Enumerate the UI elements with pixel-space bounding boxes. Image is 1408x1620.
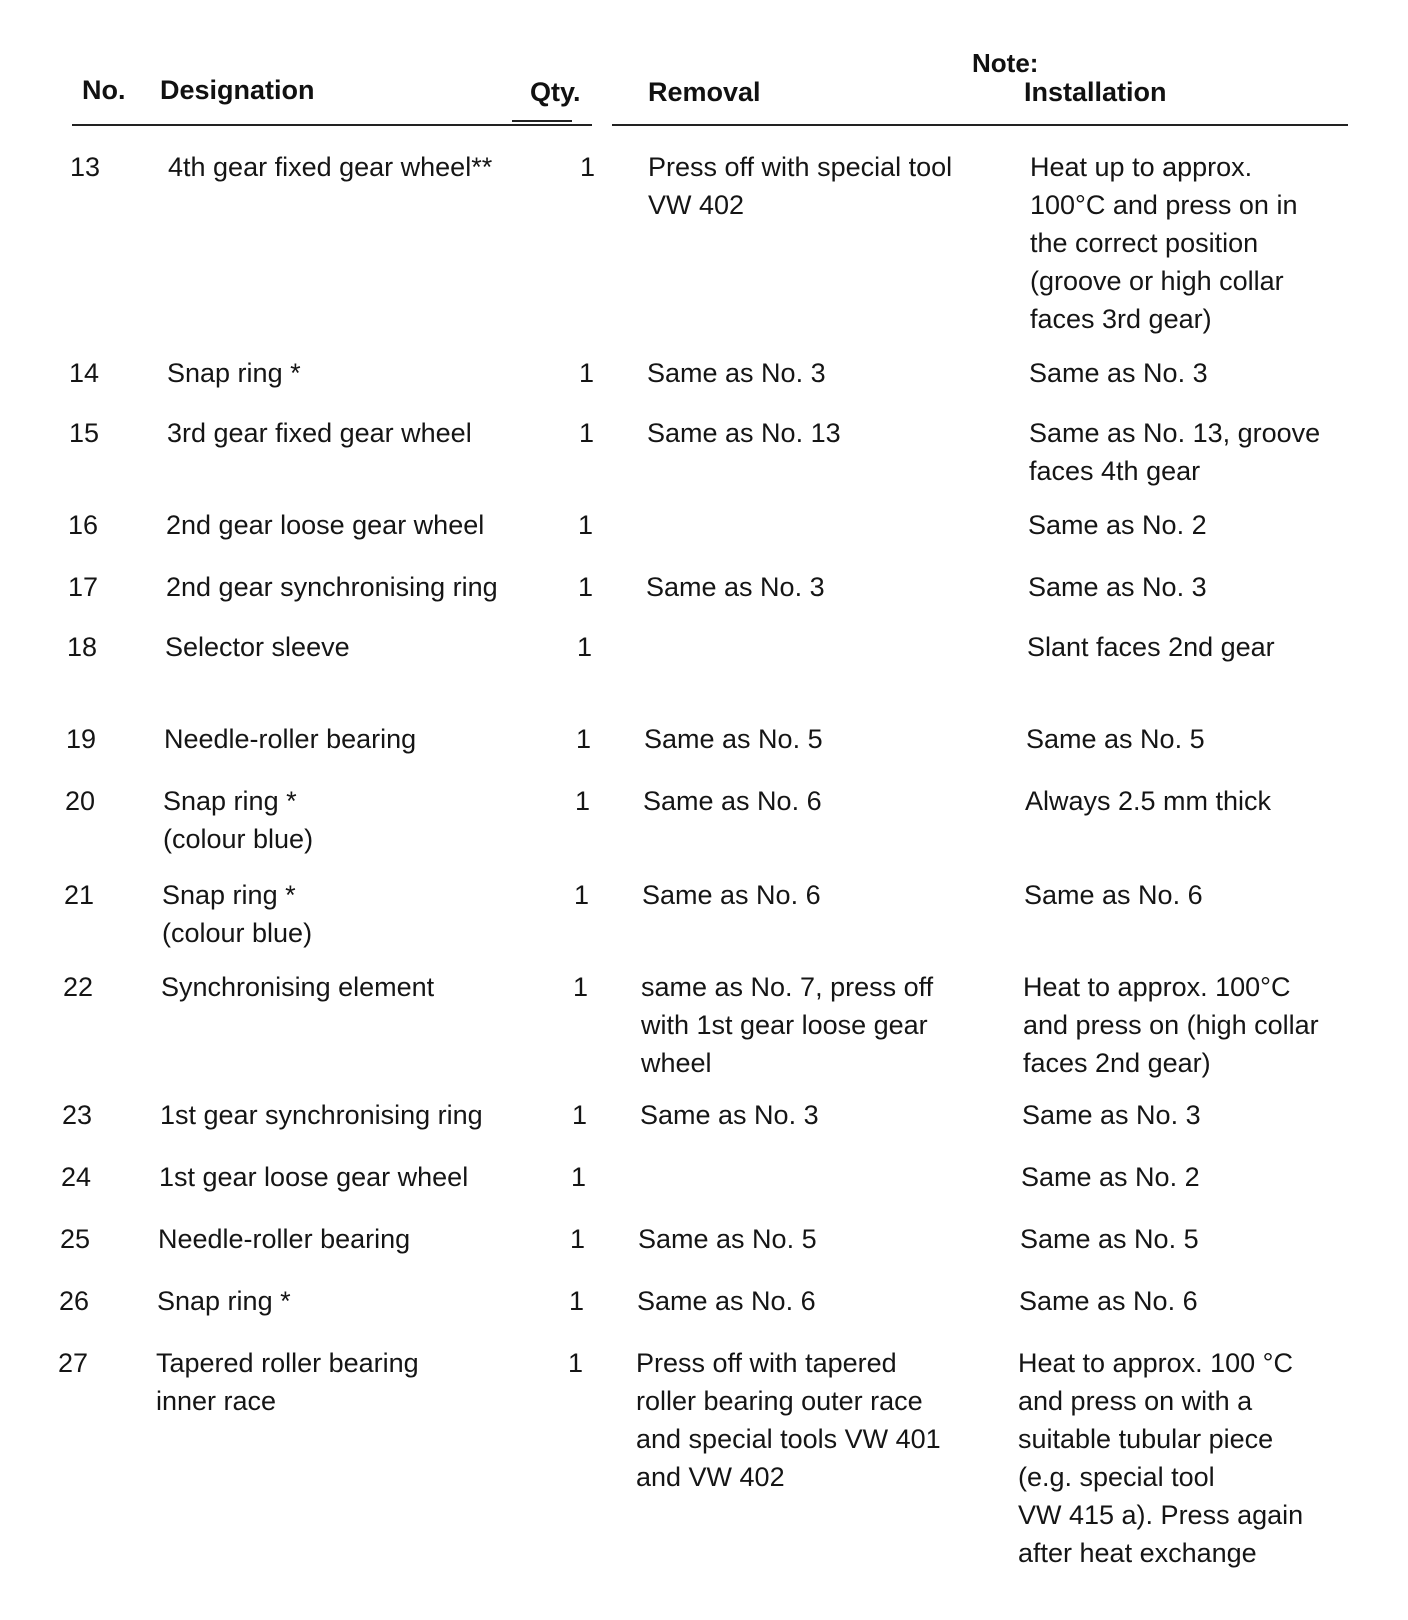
- header-note: Note:: [972, 48, 1039, 78]
- cell-designation: 2nd gear synchronising ring: [166, 572, 498, 602]
- cell-installation: Same as No. 6: [1019, 1286, 1198, 1316]
- cell-removal: Same as No. 6: [642, 880, 821, 910]
- cell-qty: 1: [578, 510, 594, 540]
- cell-designation: Snap ring * (colour blue): [163, 786, 314, 854]
- cell-designation: Tapered roller bearing inner race: [156, 1348, 419, 1416]
- cell-no: 25: [60, 1224, 91, 1254]
- cell-designation: Selector sleeve: [165, 632, 350, 662]
- cell-installation: Same as No. 2: [1021, 1162, 1200, 1192]
- cell-designation: Needle-roller bearing: [158, 1224, 411, 1254]
- cell-no: 26: [59, 1286, 90, 1316]
- cell-qty: 1: [576, 724, 592, 754]
- cell-designation: 1st gear synchronising ring: [160, 1100, 483, 1130]
- cell-removal: same as No. 7, press off with 1st gear loose gear wheel: [641, 972, 934, 1078]
- cell-installation: Slant faces 2nd gear: [1027, 632, 1275, 662]
- cell-installation: Same as No. 3: [1028, 572, 1207, 602]
- cell-designation: 3rd gear fixed gear wheel: [167, 418, 472, 448]
- cell-removal: Same as No. 5: [644, 724, 823, 754]
- cell-removal: Same as No. 13: [647, 418, 841, 448]
- cell-qty: 1: [575, 786, 591, 816]
- cell-designation: 4th gear fixed gear wheel**: [168, 152, 493, 182]
- cell-no: 23: [62, 1100, 93, 1130]
- cell-qty: 1: [577, 632, 593, 662]
- cell-designation: Snap ring * (colour blue): [162, 880, 313, 948]
- cell-installation: Same as No. 5: [1020, 1224, 1199, 1254]
- cell-qty: 1: [569, 1286, 585, 1316]
- header-installation: Installation: [1024, 77, 1167, 107]
- cell-qty: 1: [573, 972, 589, 1002]
- cell-designation: Synchronising element: [161, 972, 435, 1002]
- cell-no: 27: [58, 1348, 89, 1378]
- cell-designation: Snap ring *: [157, 1286, 291, 1316]
- cell-no: 18: [67, 632, 98, 662]
- cell-qty: 1: [571, 1162, 587, 1192]
- header-designation: Designation: [160, 75, 315, 105]
- cell-no: 14: [69, 358, 100, 388]
- cell-removal: Same as No. 5: [638, 1224, 817, 1254]
- cell-qty: 1: [579, 418, 595, 448]
- cell-no: 17: [68, 572, 99, 602]
- cell-no: 19: [66, 724, 97, 754]
- cell-installation: Same as No. 13, groove faces 4th gear: [1029, 418, 1321, 486]
- cell-no: 21: [64, 880, 95, 910]
- cell-installation: Heat up to approx. 100°C and press on in the correct position (groove or high collar faces 3rd gear): [1030, 152, 1298, 334]
- cell-removal: Same as No. 3: [640, 1100, 819, 1130]
- cell-removal: Press off with special tool VW 402: [648, 152, 953, 220]
- cell-installation: Same as No. 3: [1029, 358, 1208, 388]
- cell-designation: 1st gear loose gear wheel: [159, 1162, 469, 1192]
- cell-qty: 1: [574, 880, 590, 910]
- cell-designation: Needle-roller bearing: [164, 724, 417, 754]
- cell-installation: Same as No. 2: [1028, 510, 1207, 540]
- header-qty: Qty.: [530, 77, 581, 107]
- cell-no: 22: [63, 972, 94, 1002]
- cell-qty: 1: [579, 358, 595, 388]
- cell-no: 24: [61, 1162, 92, 1192]
- header-rule-right: [612, 124, 1348, 126]
- cell-installation: Heat to approx. 100 °C and press on with a suitable tubular piece (e.g. special tool VW 415 a). Press again after heat exchange: [1018, 1348, 1304, 1568]
- cell-qty: 1: [570, 1224, 586, 1254]
- cell-designation: 2nd gear loose gear wheel: [166, 510, 485, 540]
- cell-removal: Same as No. 3: [646, 572, 825, 602]
- cell-removal: Same as No. 6: [643, 786, 822, 816]
- cell-no: 15: [69, 418, 100, 448]
- cell-installation: Same as No. 5: [1026, 724, 1205, 754]
- cell-no: 16: [68, 510, 99, 540]
- cell-installation: Same as No. 3: [1022, 1100, 1201, 1130]
- header-rule-left: [72, 124, 592, 126]
- header-no: No.: [82, 75, 126, 105]
- qty-underline: [512, 120, 572, 122]
- cell-qty: 1: [580, 152, 596, 182]
- cell-designation: Snap ring *: [167, 358, 301, 388]
- cell-qty: 1: [572, 1100, 588, 1130]
- cell-removal: Press off with tapered roller bearing outer race and special tools VW 401 and VW 402: [636, 1348, 941, 1492]
- cell-qty: 1: [578, 572, 594, 602]
- cell-removal: Same as No. 6: [637, 1286, 816, 1316]
- cell-no: 20: [65, 786, 96, 816]
- cell-no: 13: [70, 152, 101, 182]
- cell-qty: 1: [568, 1348, 584, 1378]
- header-removal: Removal: [648, 77, 761, 107]
- cell-installation: Always 2.5 mm thick: [1025, 786, 1272, 816]
- cell-installation: Heat to approx. 100°C and press on (high collar faces 2nd gear): [1023, 972, 1319, 1078]
- cell-installation: Same as No. 6: [1024, 880, 1203, 910]
- cell-removal: Same as No. 3: [647, 358, 826, 388]
